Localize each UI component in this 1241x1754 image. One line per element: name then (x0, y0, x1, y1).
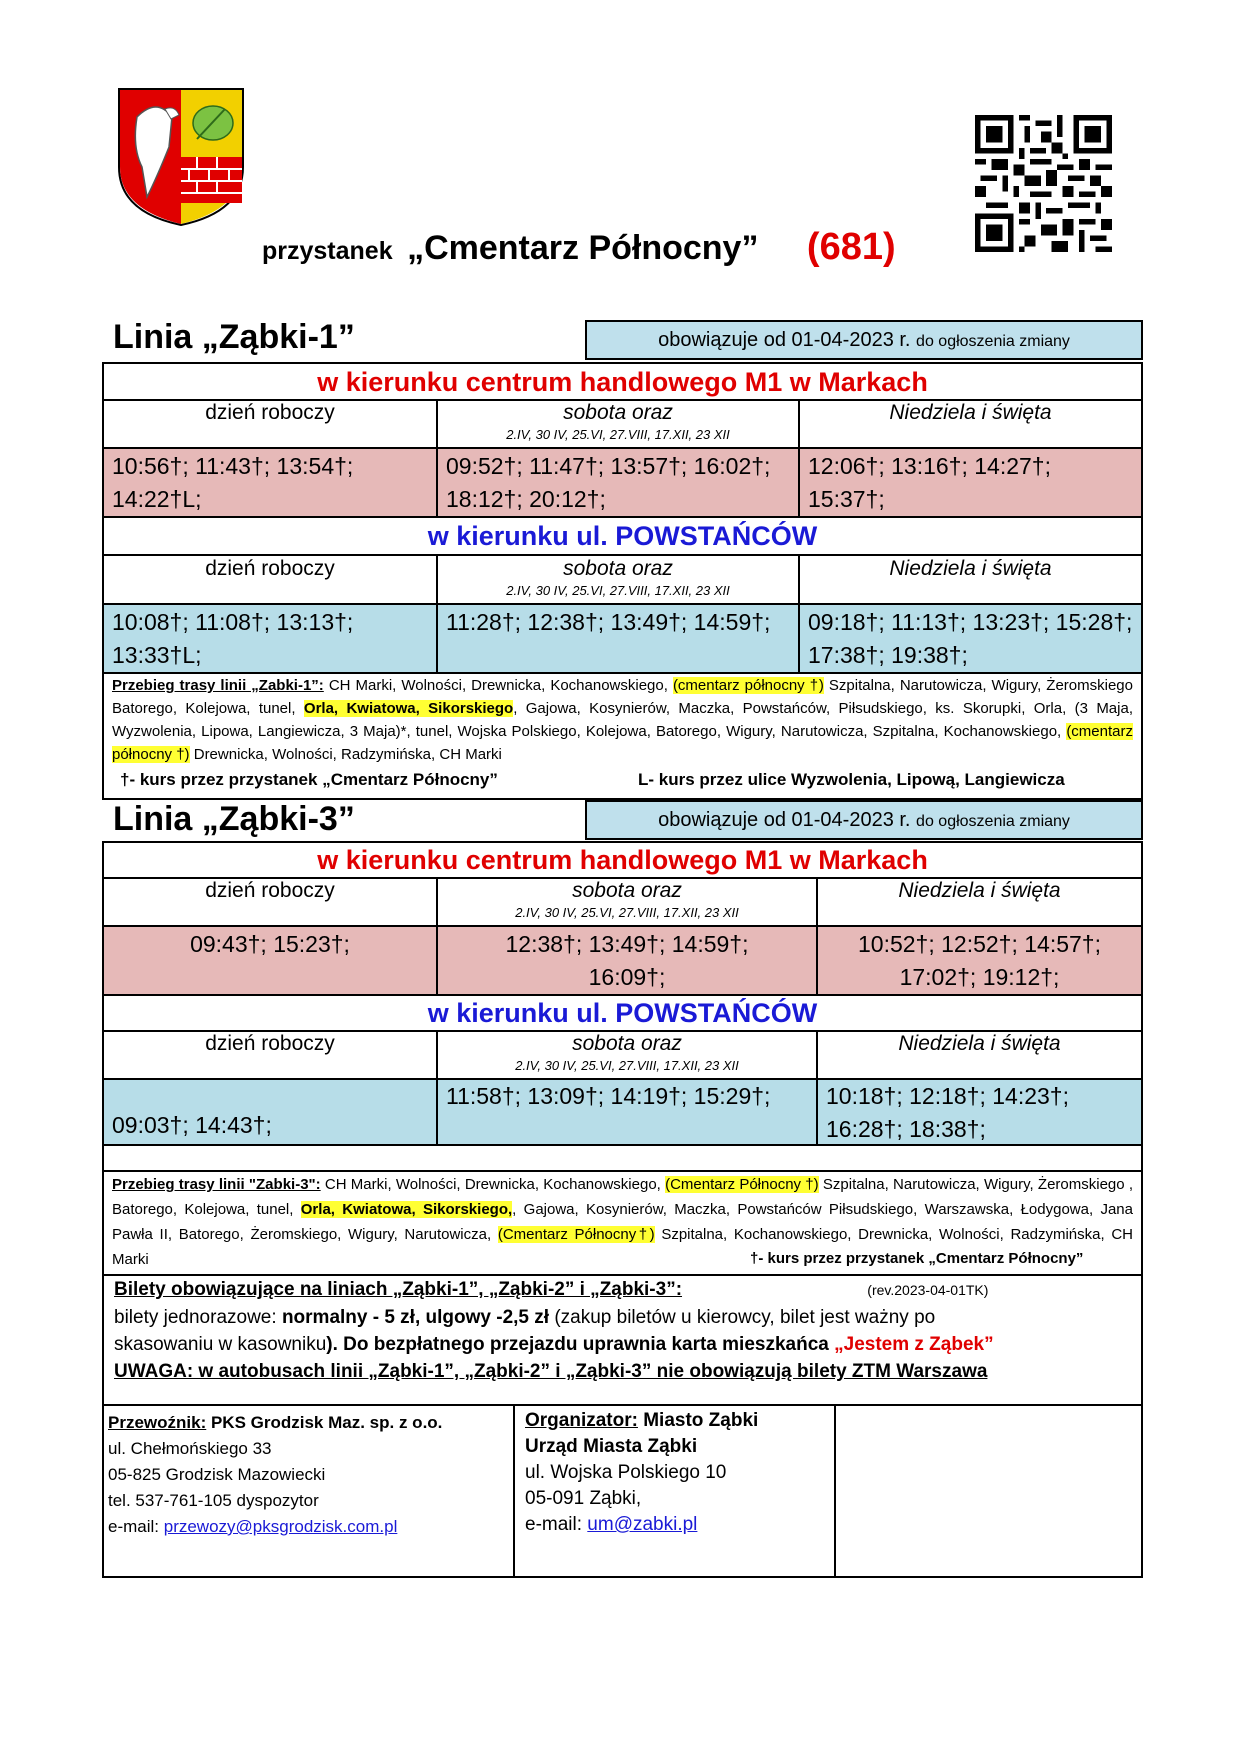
line1-route-h1: (cmentarz północny †) (672, 677, 824, 694)
tickets-section (104, 1276, 1141, 1404)
tickets-resident-card: „Jestem z Ząbek” (834, 1334, 994, 1355)
tickets-prices-values: normalny - 5 zł, ulgowy -2,5 zł (281, 1307, 550, 1328)
line1-dir1-weekday: 10:56†; 11:43†; 13:54†; 14:22†L; (104, 449, 436, 516)
stop-number: (681) (806, 226, 896, 268)
org-label: Organizator: (525, 1410, 638, 1431)
line3-route-p3: , Gajowa, Kosynierów, Maczka, Powstańców Piłsudskiego, Warszawska, Łodygowa, Jana Pawła II, Batorego, Żeromskiego, Wigury, Narutowicza, (112, 1201, 1133, 1243)
line1-valid-small: do ogłoszenia zmiany (916, 333, 1070, 350)
carrier-email-label: e-mail: (108, 1517, 164, 1536)
line3-dir2-title: w kierunku ul. POWSTAŃCÓW (427, 998, 818, 1028)
line3-dir1-title: w kierunku centrum handlowego M1 w Markach (317, 845, 928, 875)
line3-route-h1: (Cmentarz Północny †) (665, 1176, 819, 1193)
line3-route-label: Przebieg trasy linii "Zabki-3": (112, 1176, 321, 1193)
tickets-title: Bilety obowiązujące na liniach „Ząbki-1”, „Ząbki-2” i „Ząbki-3”: (114, 1279, 683, 1300)
tickets-warning: UWAGA: w autobusach linii „Ząbki-1”, „Ząbki-2” i „Ząbki-3” nie obowiązują bilety ZTM Warszawa (114, 1361, 988, 1382)
tickets-validation (114, 1331, 1131, 1358)
line1-route-h3: (cmentarz północny †) (112, 723, 1133, 763)
org-name: Miasto Ząbki (637, 1410, 759, 1431)
line1-dir1-title: w kierunku centrum handlowego M1 w Markach (317, 367, 928, 397)
qr-code (975, 115, 1112, 252)
org-office: Urząd Miasta Ząbki (525, 1436, 698, 1457)
line1-route (104, 674, 1141, 768)
org-email-label: e-mail: (525, 1514, 588, 1535)
line1-dir2-h-sunday: Niedziela i święta (889, 557, 1052, 580)
line1-route-p2: Szpitalna, Narutowicza, Wigury, Żeromskiego Batorego, Kolejowa, tunel, (112, 677, 1133, 717)
line1-dir2-h-saturday-small: 2.IV, 30 IV, 25.VI, 27.VIII, 17.XII, 23 XII (506, 583, 730, 598)
org-city: 05-091 Ząbki, (525, 1488, 642, 1509)
line3-valid-main: obowiązuje od 01-04-2023 r. (658, 809, 911, 831)
line1-validity (585, 320, 1143, 360)
line1-dir2-weekday: 10:08†; 11:08†; 13:13†; 13:33†L; (104, 605, 436, 672)
line3-dir2-saturday: 11:58†; 13:09†; 14:19†; 15:29†; (438, 1080, 816, 1144)
line3-dir1-sunday: 10:52†; 12:52†; 14:57†; 17:02†; 19:12†; (818, 927, 1141, 994)
tickets-validation-a: skasowaniu w kasowniku (114, 1334, 327, 1355)
zabki-coat-of-arms-icon (117, 87, 245, 227)
stop-prefix: przystanek (262, 237, 393, 265)
line3-dir1-h-weekday: dzień roboczy (205, 879, 335, 902)
carrier-email-link[interactable]: przewozy@pksgrodzisk.com.pl (163, 1517, 398, 1536)
tickets-prices (114, 1304, 1131, 1331)
line1-dir1-sunday: 12:06†; 13:16†; 14:27†; 15:37†; (800, 449, 1141, 516)
line3-route-p4: Szpitalna, Kochanowskiego, Drewnicka, Wolności, Radzymińska, CH Marki (112, 1226, 1133, 1268)
carrier-city: 05-825 Grodzisk Mazowiecki (108, 1465, 326, 1484)
line3-route-h2: Orla, Kwiatowa, Sikorskiego, (300, 1201, 513, 1218)
qr-code-icon (975, 115, 1112, 252)
stop-name: „Cmentarz Północny” (407, 229, 759, 267)
carrier-street: ul. Chełmońskiego 33 (108, 1439, 272, 1458)
line3-dir1-h-saturday-small: 2.IV, 30 IV, 25.VI, 27.VIII, 17.XII, 23 XII (515, 905, 739, 920)
line1-route-p4: Drewnicka, Wolności, Radzymińska, CH Marki (189, 746, 502, 763)
tickets-revision: (rev.2023-04-01TK) (867, 1282, 989, 1298)
line3-title: Linia „Ząbki-3” (113, 800, 355, 838)
line3-dir1-h-sunday: Niedziela i święta (898, 879, 1061, 902)
tickets-title-row (114, 1276, 1131, 1304)
line1-valid-main: obowiązuje od 01-04-2023 r. (658, 329, 911, 351)
line1-dir1-h-saturday-label: sobota oraz (563, 401, 673, 424)
line1-dir1-h-weekday: dzień roboczy (205, 401, 335, 424)
coat-of-arms (117, 87, 245, 227)
line3-dir1-weekday: 09:43†; 15:23†; (104, 927, 436, 994)
line3-dir1-saturday: 12:38†; 13:49†; 14:59†; 16:09†; (438, 927, 816, 994)
line3-valid-small: do ogłoszenia zmiany (916, 813, 1070, 830)
carrier-name: PKS Grodzisk Maz. sp. z o.o. (206, 1413, 443, 1432)
carrier-label: Przewoźnik: (108, 1413, 207, 1432)
stop-title (262, 226, 962, 272)
line1-dir1-saturday: 09:52†; 11:47†; 13:57†; 16:02†; 18:12†; 20:12†; (438, 449, 798, 516)
line3-route-p2: Szpitalna, Narutowicza, Wigury, Żeromskiego , Batorego, Kolejowa, tunel, (112, 1176, 1133, 1218)
line1-dir2-title: w kierunku ul. POWSTAŃCÓW (427, 521, 818, 551)
line3-dir2-h-weekday: dzień roboczy (205, 1032, 335, 1055)
line1-dir2-h-saturday (438, 556, 798, 604)
line3-legend-cross: †- kurs przez przystanek „Cmentarz Północny” (750, 1250, 1084, 1267)
org-street: ul. Wojska Polskiego 10 (525, 1462, 727, 1483)
line3-dir1-h-saturday-label: sobota oraz (572, 879, 682, 902)
line1-dir2-h-weekday: dzień roboczy (205, 557, 335, 580)
org-email-link[interactable]: um@zabki.pl (587, 1514, 698, 1535)
line1-title: Linia „Ząbki-1” (113, 318, 355, 356)
line1-dir1-h-saturday (438, 400, 798, 448)
line1-route-label: Przebieg trasy linii „Zabki-1”: (112, 677, 324, 694)
line1-dir1-h-saturday-small: 2.IV, 30 IV, 25.VI, 27.VIII, 17.XII, 23 XII (506, 427, 730, 442)
line3-dir2-weekday: 09:03†; 14:43†; (104, 1080, 436, 1144)
line1-route-h2: Orla, Kwiatowa, Sikorskiego (303, 700, 514, 717)
line1-legend-cross: †- kurs przez przystanek „Cmentarz Północny” (120, 770, 498, 789)
line1-dir1-h-sunday: Niedziela i święta (889, 401, 1052, 424)
line3-dir1-h-saturday (438, 878, 816, 926)
tickets-purchase-info: (zakup biletów u kierowcy, bilet jest ważny po (549, 1307, 936, 1328)
line1-dir2-sunday: 09:18†; 11:13†; 13:23†; 15:28†; 17:38†; 19:38†; (800, 605, 1141, 672)
line3-validity (585, 800, 1143, 840)
line3-dir2-h-saturday-small: 2.IV, 30 IV, 25.VI, 27.VIII, 17.XII, 23 XII (515, 1058, 739, 1073)
line3-dir2-sunday: 10:18†; 12:18†; 14:23†; 16:28†; 18:38†; (818, 1080, 1141, 1144)
line3-route-p1: CH Marki, Wolności, Drewnicka, Kochanowskiego, (320, 1176, 666, 1193)
tickets-validation-b: ). Do bezpłatnego przejazdu uprawnia karta mieszkańca (326, 1334, 835, 1355)
line1-dir2-saturday: 11:28†; 12:38†; 13:49†; 14:59†; (438, 605, 798, 672)
line1-legend-l: L- kurs przez ulice Wyzwolenia, Lipową, Langiewicza (638, 770, 1065, 789)
carrier-info (104, 1406, 512, 1576)
line1-route-p1: CH Marki, Wolności, Drewnicka, Kochanowskiego, (323, 677, 673, 694)
line1-route-p3: , Gajowa, Kosynierów, Maczka, Powstańców, Piłsudskiego, ks. Skorupki, Orla, (3 Maja, Wyzwolenia, Lipowa, Langiewicza, 3 Maja)*, tunel, Wojska Polskiego, Kolejowa, Batorego, Wigury, Narutowicza, Szpitalna, Kochanowskiego, (112, 700, 1133, 740)
tickets-single-label: bilety jednorazowe: (114, 1307, 282, 1328)
line3-route-h3: (Cmentarz Północny†) (497, 1226, 655, 1243)
line3-dir2-h-saturday-label: sobota oraz (572, 1032, 682, 1055)
line3-dir2-h-saturday (438, 1031, 816, 1079)
organizer-info (515, 1404, 833, 1574)
carrier-phone: tel. 537-761-105 dyspozytor (108, 1491, 319, 1510)
line3-dir2-h-sunday: Niedziela i święta (898, 1032, 1061, 1055)
line1-dir2-h-saturday-label: sobota oraz (563, 557, 673, 580)
